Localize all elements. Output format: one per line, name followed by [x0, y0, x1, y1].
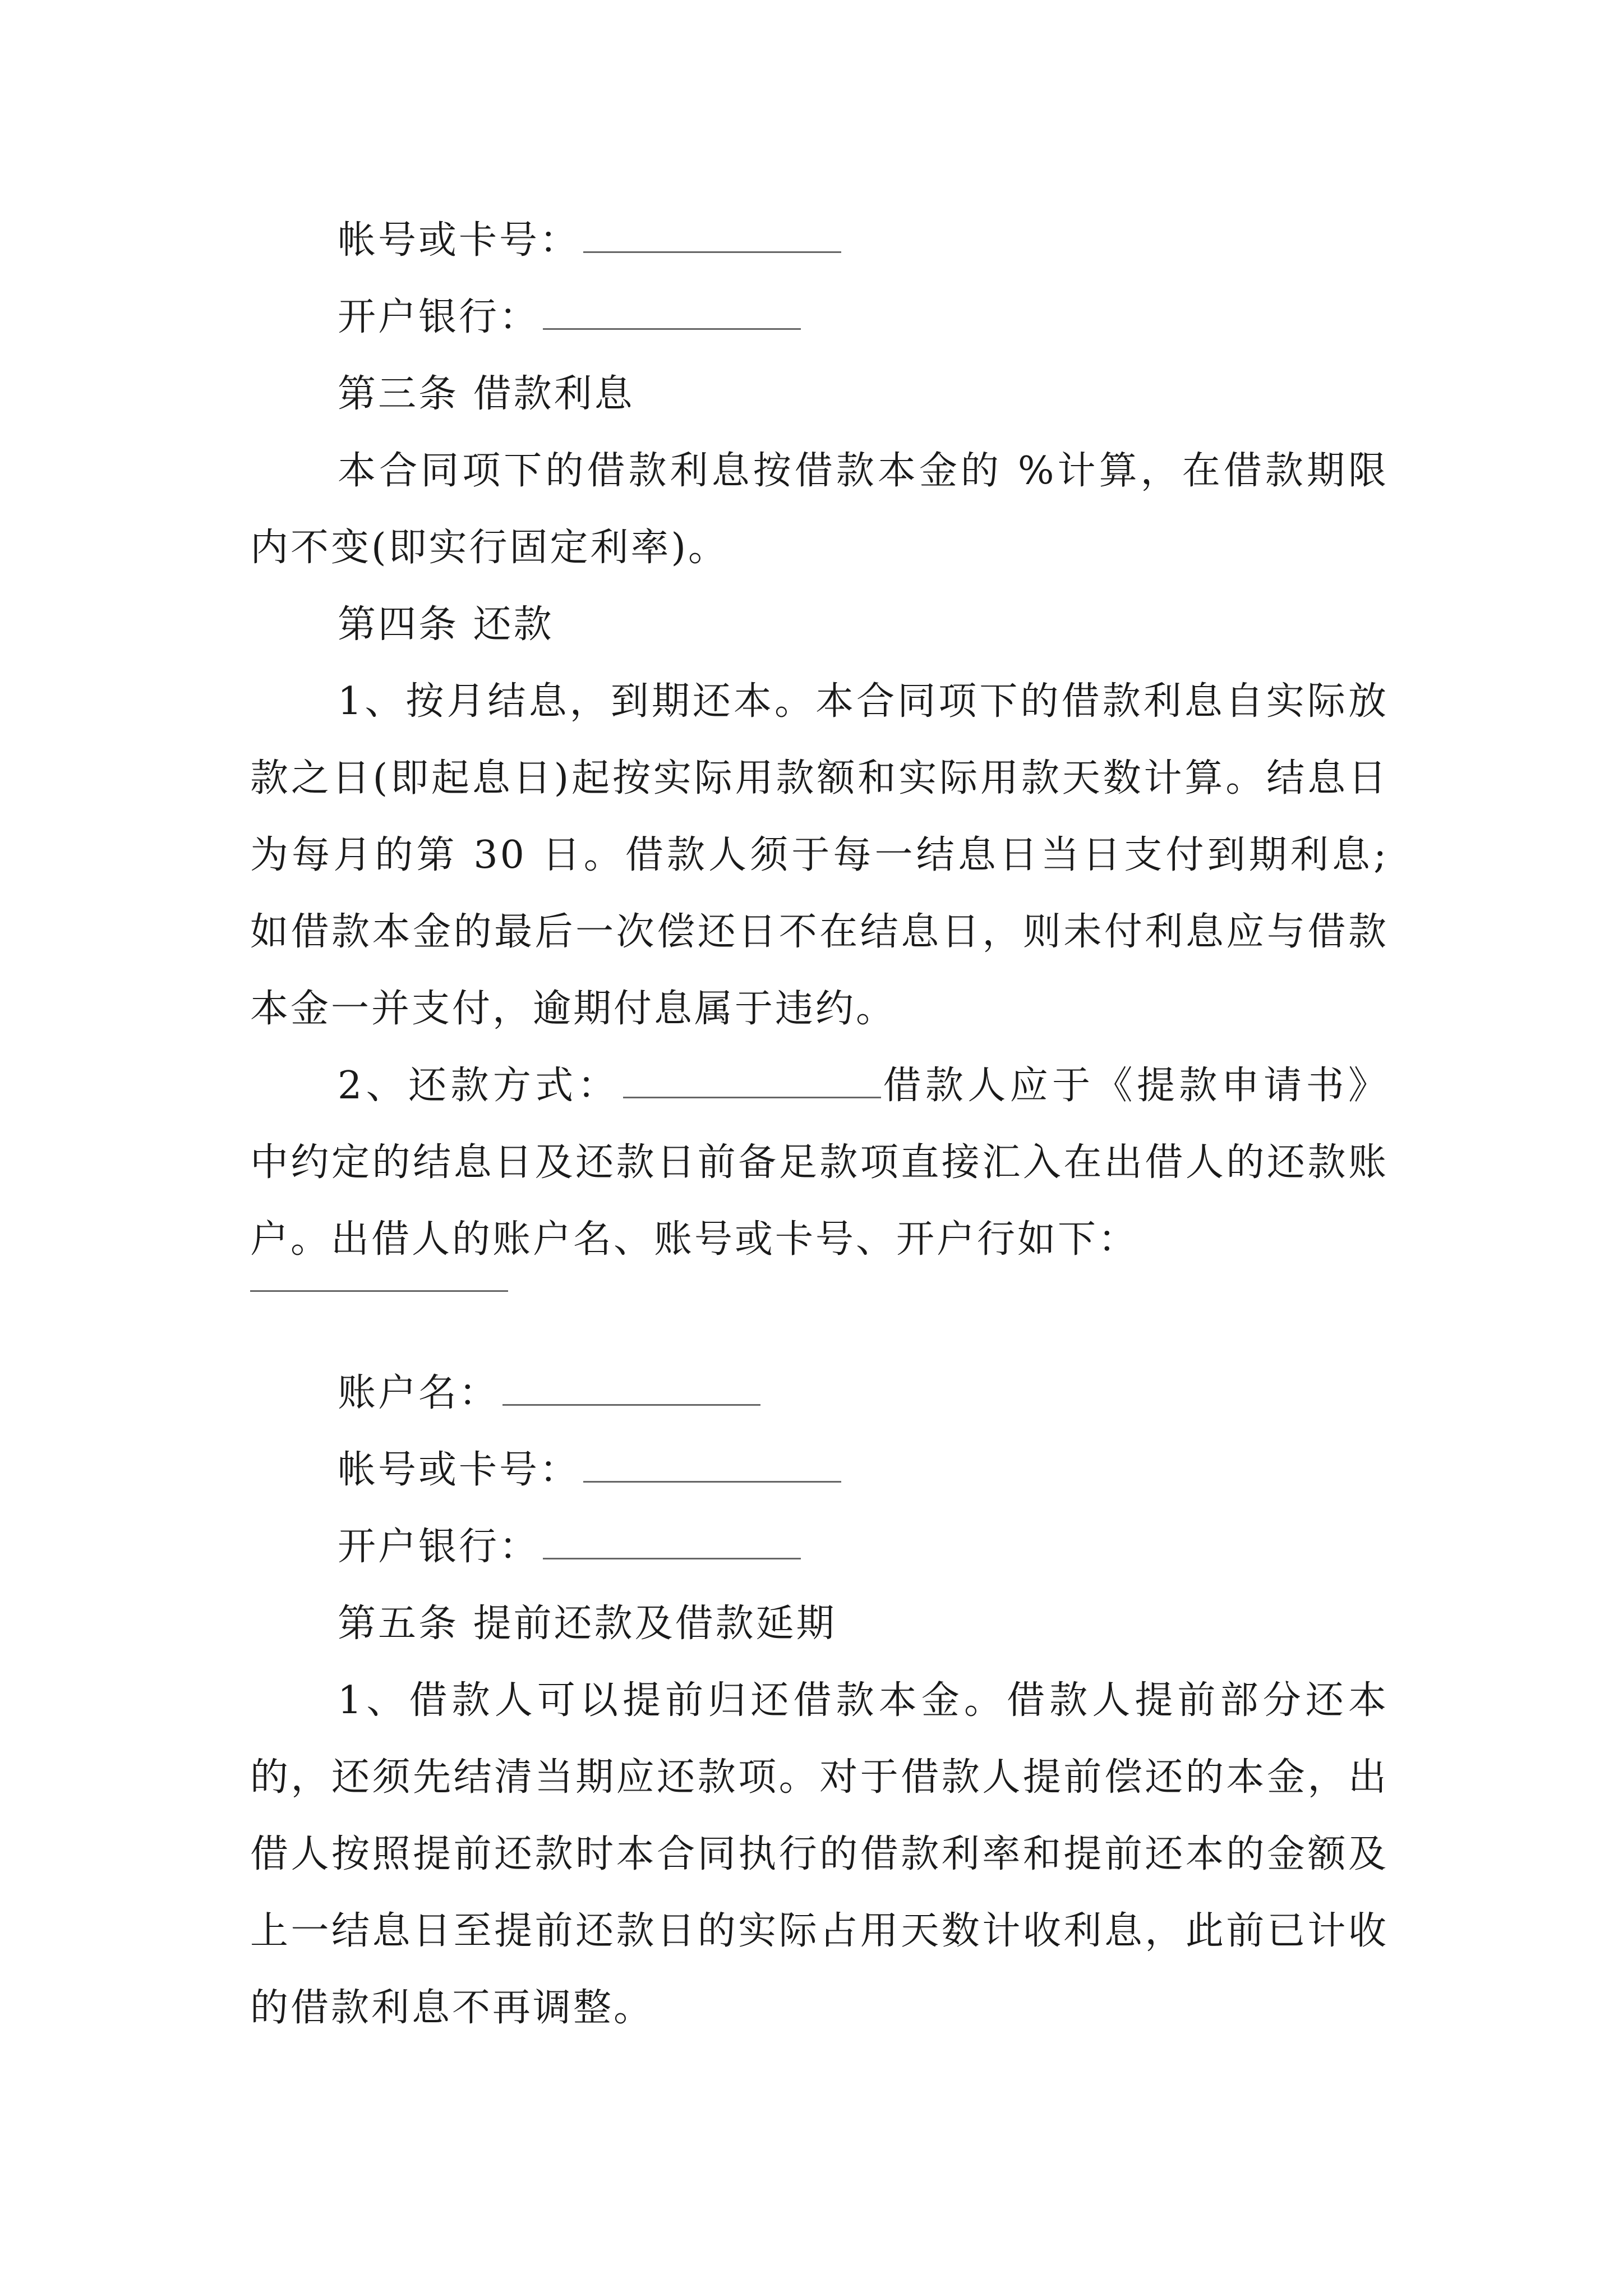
bank-label-1: 开户银行：: [338, 295, 540, 339]
article5-item1: 1、借款人可以提前归还借款本金。借款人提前部分还本的，还须先结清当期应还款项。对于借款人提前偿还的本金，出借人按照提前还款时本合同执行的借款利率和提前还本的金额及上一结息日至提前还款日的实际占用天数计收利息，此前已计收的借款利息不再调整。: [250, 1678, 1389, 2030]
article3-body: 本合同项下的借款利息按借款本金的 %计算，在借款期限内不变(即实行固定利率)。: [250, 449, 1389, 570]
bank-line-2: [250, 1508, 1389, 1585]
account-card-blank-2: [583, 1479, 841, 1483]
document-body: [250, 202, 1389, 2046]
article4-item2-prefix: 2、还款方式：: [338, 1064, 620, 1108]
account-card-label-2: 帐号或卡号：: [338, 1448, 580, 1492]
article4-title: 第四条 还款: [338, 602, 554, 647]
article4-item1: 1、按月结息，到期还本。本合同项下的借款利息自实际放款之日(即起息日)起按实际用款额和实际用款天数计算。结息日为每月的第 30 日。借款人须于每一结息日当日支付到期利息;如借款本金的最后一次偿还日不在结息日，则未付利息应与借款本金一并支付，逾期付息属于违约。: [250, 679, 1389, 1031]
bank-label-2: 开户银行：: [338, 1525, 540, 1569]
bank-blank-2: [543, 1556, 801, 1559]
standalone-blank-row: [250, 1278, 1389, 1355]
account-name-blank: [502, 1402, 760, 1406]
account-card-line-1: [250, 202, 1389, 279]
account-card-label-1: 帐号或卡号：: [338, 218, 580, 263]
standalone-blank-line: [250, 1290, 508, 1292]
account-name-label: 账户名：: [338, 1371, 500, 1415]
repayment-method-blank: [623, 1094, 881, 1098]
article4-item2: [250, 1047, 1389, 1278]
bank-line-1: [250, 279, 1389, 356]
account-card-blank-1: [583, 249, 841, 253]
bank-blank-1: [543, 326, 801, 330]
article3-title: 第三条 借款利息: [338, 372, 635, 416]
account-card-line-2: [250, 1432, 1389, 1508]
article5-title: 第五条 提前还款及借款延期: [338, 1602, 837, 1646]
article4-item2-suffix: 借款人应于《提款申请书》中约定的结息日及还款日前备足款项直接汇入在出借人的还款账户。出借人的账户名、账号或卡号、开户行如下：: [250, 1064, 1389, 1262]
account-name-line: [250, 1355, 1389, 1432]
